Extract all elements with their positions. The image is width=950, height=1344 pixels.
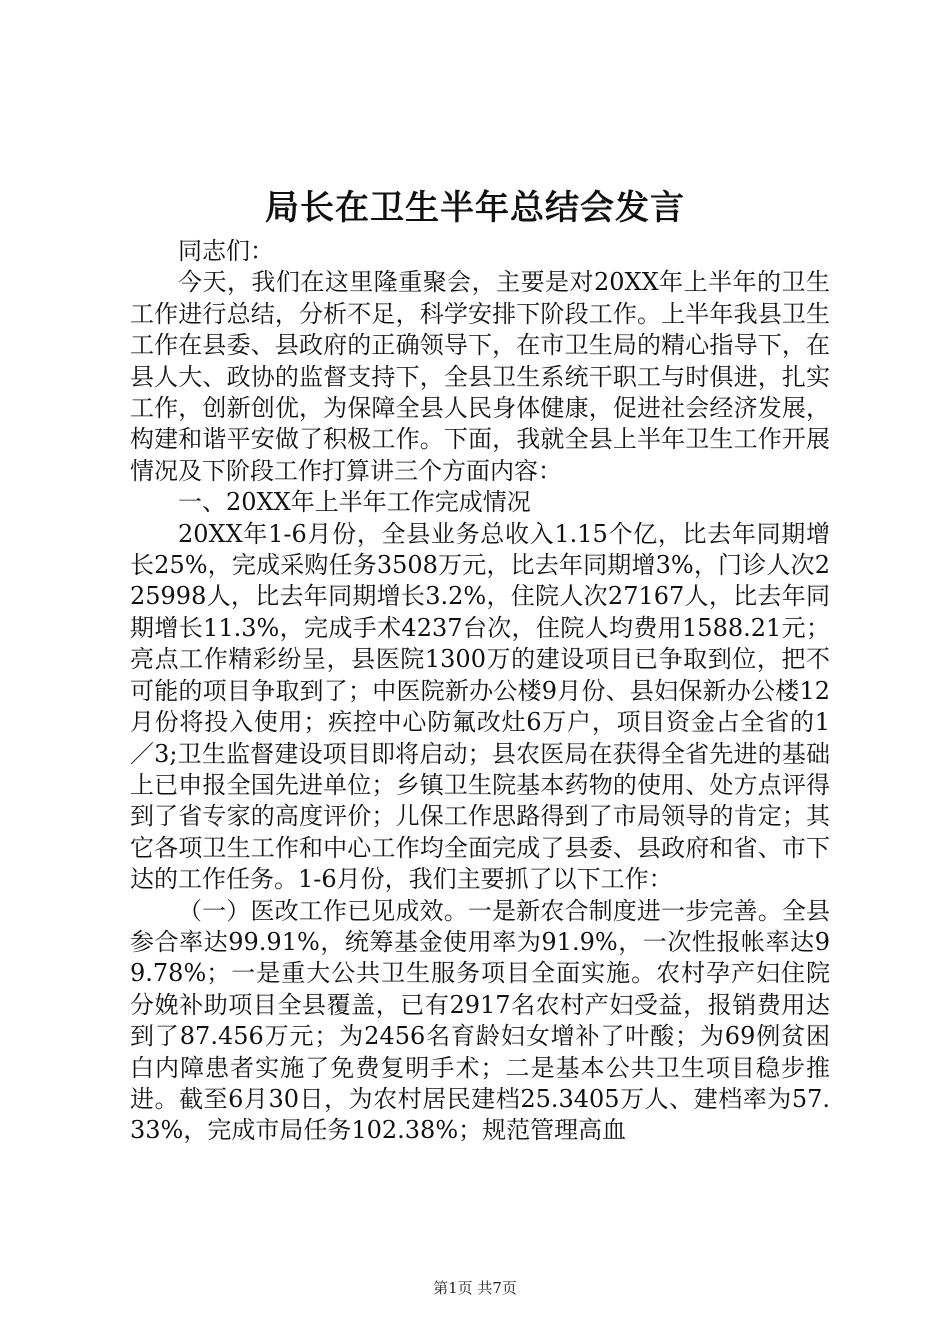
salutation-paragraph: 同志们： <box>178 237 274 265</box>
medical-reform-paragraph: （一）医改工作已见成效。一是新农合制度进一步完善。全县参合率达99.91%，统筹基金使用率为91.9%，一次性报帐率达99.78%；一是重大公共卫生服务项目全面实施。农村孕产妇住院分娩补助项目全县覆盖，已有2917名农村产妇受益，报销费用达到了87.456万元；为2456名育龄妇女增补了叶酸；为69例贫困白内障患者实施了免费复明手术；二是基本公共卫生项目稳步推进。截至6月30日，为农村居民建档25.3405万人、建档率为57.33%，完成市局任务102.38%；规范管理高血 <box>130 896 830 1145</box>
page-footer: 第1页 共7页 <box>433 1279 517 1297</box>
summary-paragraph: 20XX年1-6月份，全县业务总收入1.15个亿，比去年同期增长25%，完成采购任务3508万元，比去年同期增3%，门诊人次225998人，比去年同期增长3.2%，住院人次27167人，比去年同期增长11.3%，完成手术4237台次，住院人均费用1588.21元；亮点工作精彩纷呈，县医院1300万的建设项目已争取到位，把不可能的项目争取到了；中医院新办公楼9月份、县妇保新办公楼12月份将投入使用；疾控中心防氟改灶6万户，项目资金占全省的1／3;卫生监督建设项目即将启动；县农医局在获得全省先进的基础上已申报全国先进单位；乡镇卫生院基本药物的使用、处方点评得到了省专家的高度评价；儿保工作思路得到了市局领导的肯定；其它各项卫生工作和中心工作均全面完成了县委、县政府和省、市下达的工作任务。1-6月份，我们主要抓了以下工作： <box>130 519 830 894</box>
document-body <box>130 236 830 1147</box>
section-heading: 一、20XX年上半年工作完成情况 <box>178 488 531 517</box>
intro-paragraph: 今天，我们在这里隆重聚会，主要是对20XX年上半年的卫生工作进行总结，分析不足，科学安排下阶段工作。上半年我县卫生工作在县委、县政府的正确领导下，在市卫生局的精心指导下，在县人大、政协的监督支持下，全县卫生系统干职工与时俱进，扎实工作，创新创优，为保障全县人民身体健康，促进社会经济发展，构建和谐平安做了积极工作。下面，我就全县上半年卫生工作开展情况及下阶段工作打算讲三个方面内容： <box>130 268 830 485</box>
document-title: 局长在卫生半年总结会发言 <box>265 188 685 228</box>
